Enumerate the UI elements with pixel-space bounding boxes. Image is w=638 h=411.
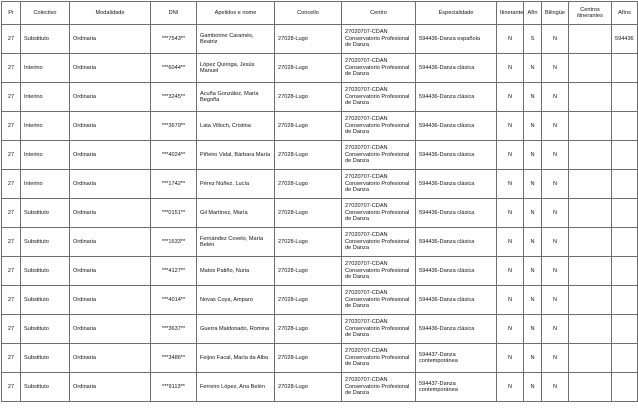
cell-concello: 27028-Lugo: [275, 199, 342, 228]
cell-afins: [612, 257, 638, 286]
cell-itinerante: N: [497, 286, 524, 315]
cell-apelidos-e-nome: Feijoo Facal, María da Alba: [197, 344, 275, 373]
column-header-concello: Concello: [275, 2, 342, 25]
cell-apelidos-e-nome: Gamborino Caramés, Beatriz: [197, 25, 275, 54]
column-header-bilingue: Bilingüe: [542, 2, 569, 25]
cell-dni: ***0151**: [151, 199, 197, 228]
cell-apelidos-e-nome: Guerra Maldonado, Romina: [197, 315, 275, 344]
table-row: [2, 373, 638, 402]
cell-especialidade: 594436-Danza clásica: [416, 141, 497, 170]
table-row: [2, 286, 638, 315]
column-header-centro: Centro: [342, 2, 416, 25]
cell-dni: ***1742**: [151, 170, 197, 199]
cell-apelidos-e-nome: Ferreiro López, Ana Belén: [197, 373, 275, 402]
cell-afins: [612, 286, 638, 315]
cell-itinerante: N: [497, 25, 524, 54]
cell-centros-itinerantes: [569, 315, 612, 344]
cell-colectivo: Interino: [21, 141, 70, 170]
cell-afin: N: [524, 83, 542, 112]
cell-especialidade: 594436-Danza clásica: [416, 199, 497, 228]
cell-apelidos-e-nome: Piñeiro Vidal, Bárbara María: [197, 141, 275, 170]
cell-afins: [612, 112, 638, 141]
table-row: [2, 112, 638, 141]
column-header-modalidade: Modalidade: [70, 2, 151, 25]
cell-modalidade: Ordinaria: [70, 25, 151, 54]
cell-centro: 27020707-CDAN Conservatorio Profesional de Danza: [342, 83, 416, 112]
cell-bilingue: N: [542, 344, 569, 373]
cell-itinerante: N: [497, 257, 524, 286]
column-header-colectivo: Colectivo: [21, 2, 70, 25]
cell-colectivo: Interino: [21, 54, 70, 83]
cell-especialidade: 594436-Danza clásica: [416, 112, 497, 141]
cell-modalidade: Ordinaria: [70, 141, 151, 170]
cell-apelidos-e-nome: Novas Coya, Amparo: [197, 286, 275, 315]
cell-itinerante: N: [497, 141, 524, 170]
cell-especialidade: 594436-Danza española: [416, 25, 497, 54]
cell-afin: N: [524, 199, 542, 228]
table-row: [2, 25, 638, 54]
cell-bilingue: N: [542, 257, 569, 286]
cell-afin: N: [524, 112, 542, 141]
cell-pr: 27: [2, 199, 21, 228]
cell-bilingue: N: [542, 228, 569, 257]
header-row: [2, 2, 638, 25]
cell-bilingue: N: [542, 199, 569, 228]
cell-modalidade: Ordinaria: [70, 54, 151, 83]
table-row: [2, 228, 638, 257]
cell-bilingue: N: [542, 141, 569, 170]
cell-dni: ***4127**: [151, 257, 197, 286]
cell-centros-itinerantes: [569, 170, 612, 199]
cell-dni: ***3245**: [151, 83, 197, 112]
cell-pr: 27: [2, 257, 21, 286]
cell-apelidos-e-nome: Acuña González, María Begoña: [197, 83, 275, 112]
cell-centro: 27020707-CDAN Conservatorio Profesional de Danza: [342, 373, 416, 402]
cell-apelidos-e-nome: Lata Villoch, Cristina: [197, 112, 275, 141]
cell-centro: 27020707-CDAN Conservatorio Profesional de Danza: [342, 141, 416, 170]
column-header-centros-itinerantes: Centros itinerantes: [569, 2, 612, 25]
cell-concello: 27028-Lugo: [275, 373, 342, 402]
cell-afin: N: [524, 344, 542, 373]
column-header-afins: Afíns: [612, 2, 638, 25]
table-row: [2, 83, 638, 112]
cell-modalidade: Ordinaria: [70, 286, 151, 315]
cell-itinerante: N: [497, 83, 524, 112]
cell-concello: 27028-Lugo: [275, 315, 342, 344]
cell-centro: 27020707-CDAN Conservatorio Profesional de Danza: [342, 228, 416, 257]
column-header-pr: Pr: [2, 2, 21, 25]
cell-pr: 27: [2, 286, 21, 315]
cell-centros-itinerantes: [569, 83, 612, 112]
cell-apelidos-e-nome: Matos Patiño, Nuria: [197, 257, 275, 286]
cell-colectivo: Substituto: [21, 344, 70, 373]
cell-modalidade: Ordinaria: [70, 199, 151, 228]
cell-pr: 27: [2, 315, 21, 344]
cell-colectivo: Substituto: [21, 315, 70, 344]
cell-itinerante: N: [497, 54, 524, 83]
cell-concello: 27028-Lugo: [275, 25, 342, 54]
column-header-dni: DNI: [151, 2, 197, 25]
cell-especialidade: 594436-Danza clásica: [416, 170, 497, 199]
cell-itinerante: N: [497, 199, 524, 228]
cell-dni: ***3637**: [151, 315, 197, 344]
cell-bilingue: N: [542, 25, 569, 54]
cell-concello: 27028-Lugo: [275, 83, 342, 112]
cell-pr: 27: [2, 373, 21, 402]
column-header-especialidade: Especialidade: [416, 2, 497, 25]
cell-afin: S: [524, 25, 542, 54]
cell-bilingue: N: [542, 286, 569, 315]
cell-dni: ***1633**: [151, 228, 197, 257]
cell-concello: 27028-Lugo: [275, 228, 342, 257]
cell-colectivo: Substituto: [21, 199, 70, 228]
cell-centros-itinerantes: [569, 112, 612, 141]
column-header-afin: Afín: [524, 2, 542, 25]
cell-afins: [612, 141, 638, 170]
cell-afin: N: [524, 286, 542, 315]
cell-especialidade: 594436-Danza clásica: [416, 257, 497, 286]
cell-concello: 27028-Lugo: [275, 286, 342, 315]
cell-afin: N: [524, 257, 542, 286]
cell-bilingue: N: [542, 170, 569, 199]
column-header-itinerante: Itinerante: [497, 2, 524, 25]
cell-pr: 27: [2, 83, 21, 112]
cell-centros-itinerantes: [569, 257, 612, 286]
cell-centros-itinerantes: [569, 141, 612, 170]
cell-concello: 27028-Lugo: [275, 257, 342, 286]
cell-modalidade: Ordinaria: [70, 373, 151, 402]
cell-apelidos-e-nome: López Quiroga, Jesús Manuel: [197, 54, 275, 83]
cell-afin: N: [524, 170, 542, 199]
cell-centro: 27020707-CDAN Conservatorio Profesional de Danza: [342, 344, 416, 373]
cell-modalidade: Ordinaria: [70, 170, 151, 199]
cell-centros-itinerantes: [569, 25, 612, 54]
table-row: [2, 54, 638, 83]
table-row: [2, 257, 638, 286]
cell-pr: 27: [2, 344, 21, 373]
cell-modalidade: Ordinaria: [70, 228, 151, 257]
cell-colectivo: Substituto: [21, 25, 70, 54]
cell-especialidade: 594436-Danza clásica: [416, 286, 497, 315]
cell-especialidade: 594436-Danza clásica: [416, 83, 497, 112]
cell-especialidade: 594436-Danza clásica: [416, 315, 497, 344]
cell-especialidade: 594436-Danza clásica: [416, 54, 497, 83]
cell-itinerante: N: [497, 112, 524, 141]
cell-afins: [612, 344, 638, 373]
cell-afins: [612, 199, 638, 228]
cell-afins: [612, 83, 638, 112]
cell-especialidade: 594436-Danza clásica: [416, 228, 497, 257]
cell-afins: [612, 228, 638, 257]
cell-afin: N: [524, 315, 542, 344]
cell-itinerante: N: [497, 170, 524, 199]
cell-pr: 27: [2, 170, 21, 199]
cell-concello: 27028-Lugo: [275, 141, 342, 170]
cell-bilingue: N: [542, 315, 569, 344]
cell-bilingue: N: [542, 83, 569, 112]
cell-afins: [612, 170, 638, 199]
cell-apelidos-e-nome: Fernández Covelo, María Belén: [197, 228, 275, 257]
assignments-table: [1, 1, 638, 402]
cell-centro: 27020707-CDAN Conservatorio Profesional de Danza: [342, 257, 416, 286]
cell-itinerante: N: [497, 315, 524, 344]
table-row: [2, 170, 638, 199]
cell-centros-itinerantes: [569, 54, 612, 83]
cell-bilingue: N: [542, 112, 569, 141]
column-header-apelidos-e-nome: Apelidos e nome: [197, 2, 275, 25]
cell-itinerante: N: [497, 373, 524, 402]
cell-especialidade: 594437-Danza contemporánea: [416, 344, 497, 373]
cell-especialidade: 594437-Danza contemporánea: [416, 373, 497, 402]
cell-modalidade: Ordinaria: [70, 257, 151, 286]
cell-dni: ***7543**: [151, 25, 197, 54]
cell-concello: 27028-Lugo: [275, 344, 342, 373]
cell-pr: 27: [2, 228, 21, 257]
cell-modalidade: Ordinaria: [70, 83, 151, 112]
cell-concello: 27028-Lugo: [275, 54, 342, 83]
cell-modalidade: Ordinaria: [70, 344, 151, 373]
cell-afins: [612, 315, 638, 344]
cell-afin: N: [524, 141, 542, 170]
table-row: [2, 315, 638, 344]
table-row: [2, 344, 638, 373]
cell-dni: ***6044**: [151, 54, 197, 83]
cell-centros-itinerantes: [569, 373, 612, 402]
cell-centros-itinerantes: [569, 286, 612, 315]
cell-colectivo: Interino: [21, 83, 70, 112]
cell-modalidade: Ordinaria: [70, 315, 151, 344]
cell-modalidade: Ordinaria: [70, 112, 151, 141]
cell-colectivo: Interino: [21, 170, 70, 199]
cell-itinerante: N: [497, 228, 524, 257]
cell-afin: N: [524, 228, 542, 257]
cell-centros-itinerantes: [569, 344, 612, 373]
cell-colectivo: Substituto: [21, 257, 70, 286]
cell-pr: 27: [2, 25, 21, 54]
cell-dni: ***4024**: [151, 141, 197, 170]
table-row: [2, 141, 638, 170]
cell-afins: [612, 54, 638, 83]
cell-centros-itinerantes: [569, 199, 612, 228]
cell-centros-itinerantes: [569, 228, 612, 257]
cell-centro: 27020707-CDAN Conservatorio Profesional de Danza: [342, 170, 416, 199]
cell-afin: N: [524, 54, 542, 83]
cell-centro: 27020707-CDAN Conservatorio Profesional de Danza: [342, 199, 416, 228]
cell-pr: 27: [2, 54, 21, 83]
cell-centro: 27020707-CDAN Conservatorio Profesional de Danza: [342, 315, 416, 344]
cell-centro: 27020707-CDAN Conservatorio Profesional de Danza: [342, 112, 416, 141]
cell-colectivo: Substituto: [21, 228, 70, 257]
cell-concello: 27028-Lugo: [275, 112, 342, 141]
cell-pr: 27: [2, 141, 21, 170]
cell-afins: 594436: [612, 25, 638, 54]
cell-bilingue: N: [542, 54, 569, 83]
cell-colectivo: Interino: [21, 112, 70, 141]
cell-dni: ***3679**: [151, 112, 197, 141]
cell-afin: N: [524, 373, 542, 402]
cell-centro: 27020707-CDAN Conservatorio Profesional de Danza: [342, 54, 416, 83]
cell-dni: ***4014**: [151, 286, 197, 315]
cell-pr: 27: [2, 112, 21, 141]
cell-dni: ***9113**: [151, 373, 197, 402]
cell-centro: 27020707-CDAN Conservatorio Profesional de Danza: [342, 286, 416, 315]
cell-apelidos-e-nome: Gil Martínez, María: [197, 199, 275, 228]
table-row: [2, 199, 638, 228]
table-body: [2, 25, 638, 402]
cell-afins: [612, 373, 638, 402]
cell-dni: ***3486**: [151, 344, 197, 373]
cell-centro: 27020707-CDAN Conservatorio Profesional de Danza: [342, 25, 416, 54]
cell-apelidos-e-nome: Pérez Núñez, Lucía: [197, 170, 275, 199]
cell-colectivo: Substituto: [21, 286, 70, 315]
cell-concello: 27028-Lugo: [275, 170, 342, 199]
cell-bilingue: N: [542, 373, 569, 402]
cell-itinerante: N: [497, 344, 524, 373]
cell-colectivo: Substituto: [21, 373, 70, 402]
